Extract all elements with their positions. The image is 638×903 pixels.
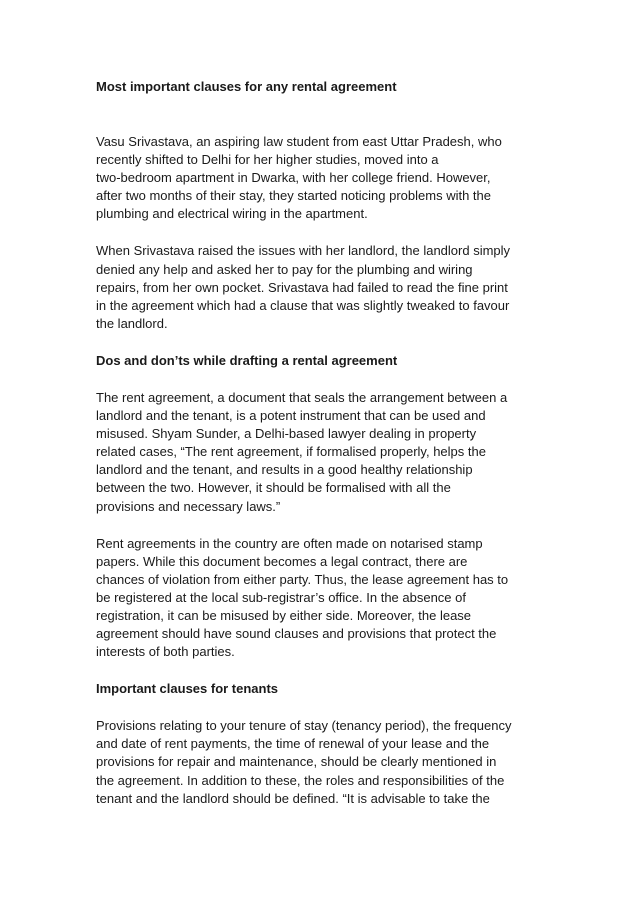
- text-line: agreement should have sound clauses and provisions that protect the: [96, 626, 497, 642]
- document-body: [96, 78, 542, 808]
- text-line: The rent agreement, a document that seals the arrangement between a: [96, 389, 508, 405]
- text-line: the landlord.: [96, 315, 168, 331]
- text-line: after two months of their stay, they started noticing problems with the: [96, 188, 492, 204]
- section2-paragraph-1: [96, 717, 542, 807]
- text-line: and date of rent payments, the time of renewal of your lease and the: [96, 736, 490, 752]
- text-line: repairs, from her own pocket. Srivastava had failed to read the fine print: [96, 279, 508, 295]
- text-line: in the agreement which had a clause that was slightly tweaked to favour: [96, 297, 510, 313]
- text-line: chances of violation from either party. Thus, the lease agreement has to: [96, 571, 509, 587]
- text-line: provisions and necessary laws.”: [96, 498, 281, 514]
- text-line: recently shifted to Delhi for her higher studies, moved into a: [96, 152, 439, 168]
- text-line: Vasu Srivastava, an aspiring law student from east Uttar Pradesh, who: [96, 134, 502, 149]
- section1-paragraph-1: [96, 389, 542, 516]
- text-line: registration, it can be misused by either side. Moreover, the lease: [96, 607, 472, 623]
- text-line: tenant and the landlord should be defined. “It is advisable to take the: [96, 790, 490, 806]
- text-line: denied any help and asked her to pay for the plumbing and wiring: [96, 261, 473, 277]
- document-title: Most important clauses for any rental agreement: [96, 79, 397, 94]
- text-line: provisions for repair and maintenance, should be clearly mentioned in: [96, 754, 497, 770]
- text-line: Rent agreements in the country are often made on notarised stamp: [96, 535, 483, 551]
- text-line: landlord and the tenant, and results in a good healthy relationship: [96, 462, 473, 478]
- text-line: between the two. However, it should be formalised with all the: [96, 480, 451, 496]
- text-line: the agreement. In addition to these, the roles and responsibilities of the: [96, 772, 505, 788]
- section-heading-important-clauses: Important clauses for tenants: [96, 681, 279, 697]
- text-line: be registered at the local sub-registrar’s office. In the absence of: [96, 589, 466, 605]
- section1-paragraph-2: [96, 535, 542, 662]
- text-line: Provisions relating to your tenure of stay (tenancy period), the frequency: [96, 718, 512, 734]
- text-line: related cases, “The rent agreement, if formalised properly, helps the: [96, 444, 486, 460]
- text-line: interests of both parties.: [96, 644, 235, 660]
- text-line: two-bedroom apartment in Dwarka, with her college friend. However,: [96, 170, 491, 186]
- text-line: misused. Shyam Sunder, a Delhi-based lawyer dealing in property: [96, 426, 477, 442]
- intro-paragraph-2: [96, 242, 542, 332]
- text-line: papers. While this document becomes a legal contract, there are: [96, 553, 468, 569]
- text-line: landlord and the tenant, is a potent instrument that can be used and: [96, 408, 486, 424]
- section-heading-dos-and-donts: Dos and don’ts while drafting a rental agreement: [96, 352, 398, 368]
- intro-paragraph-1: [96, 133, 542, 223]
- text-line: When Srivastava raised the issues with her landlord, the landlord simply: [96, 243, 511, 259]
- text-line: plumbing and electrical wiring in the apartment.: [96, 206, 368, 222]
